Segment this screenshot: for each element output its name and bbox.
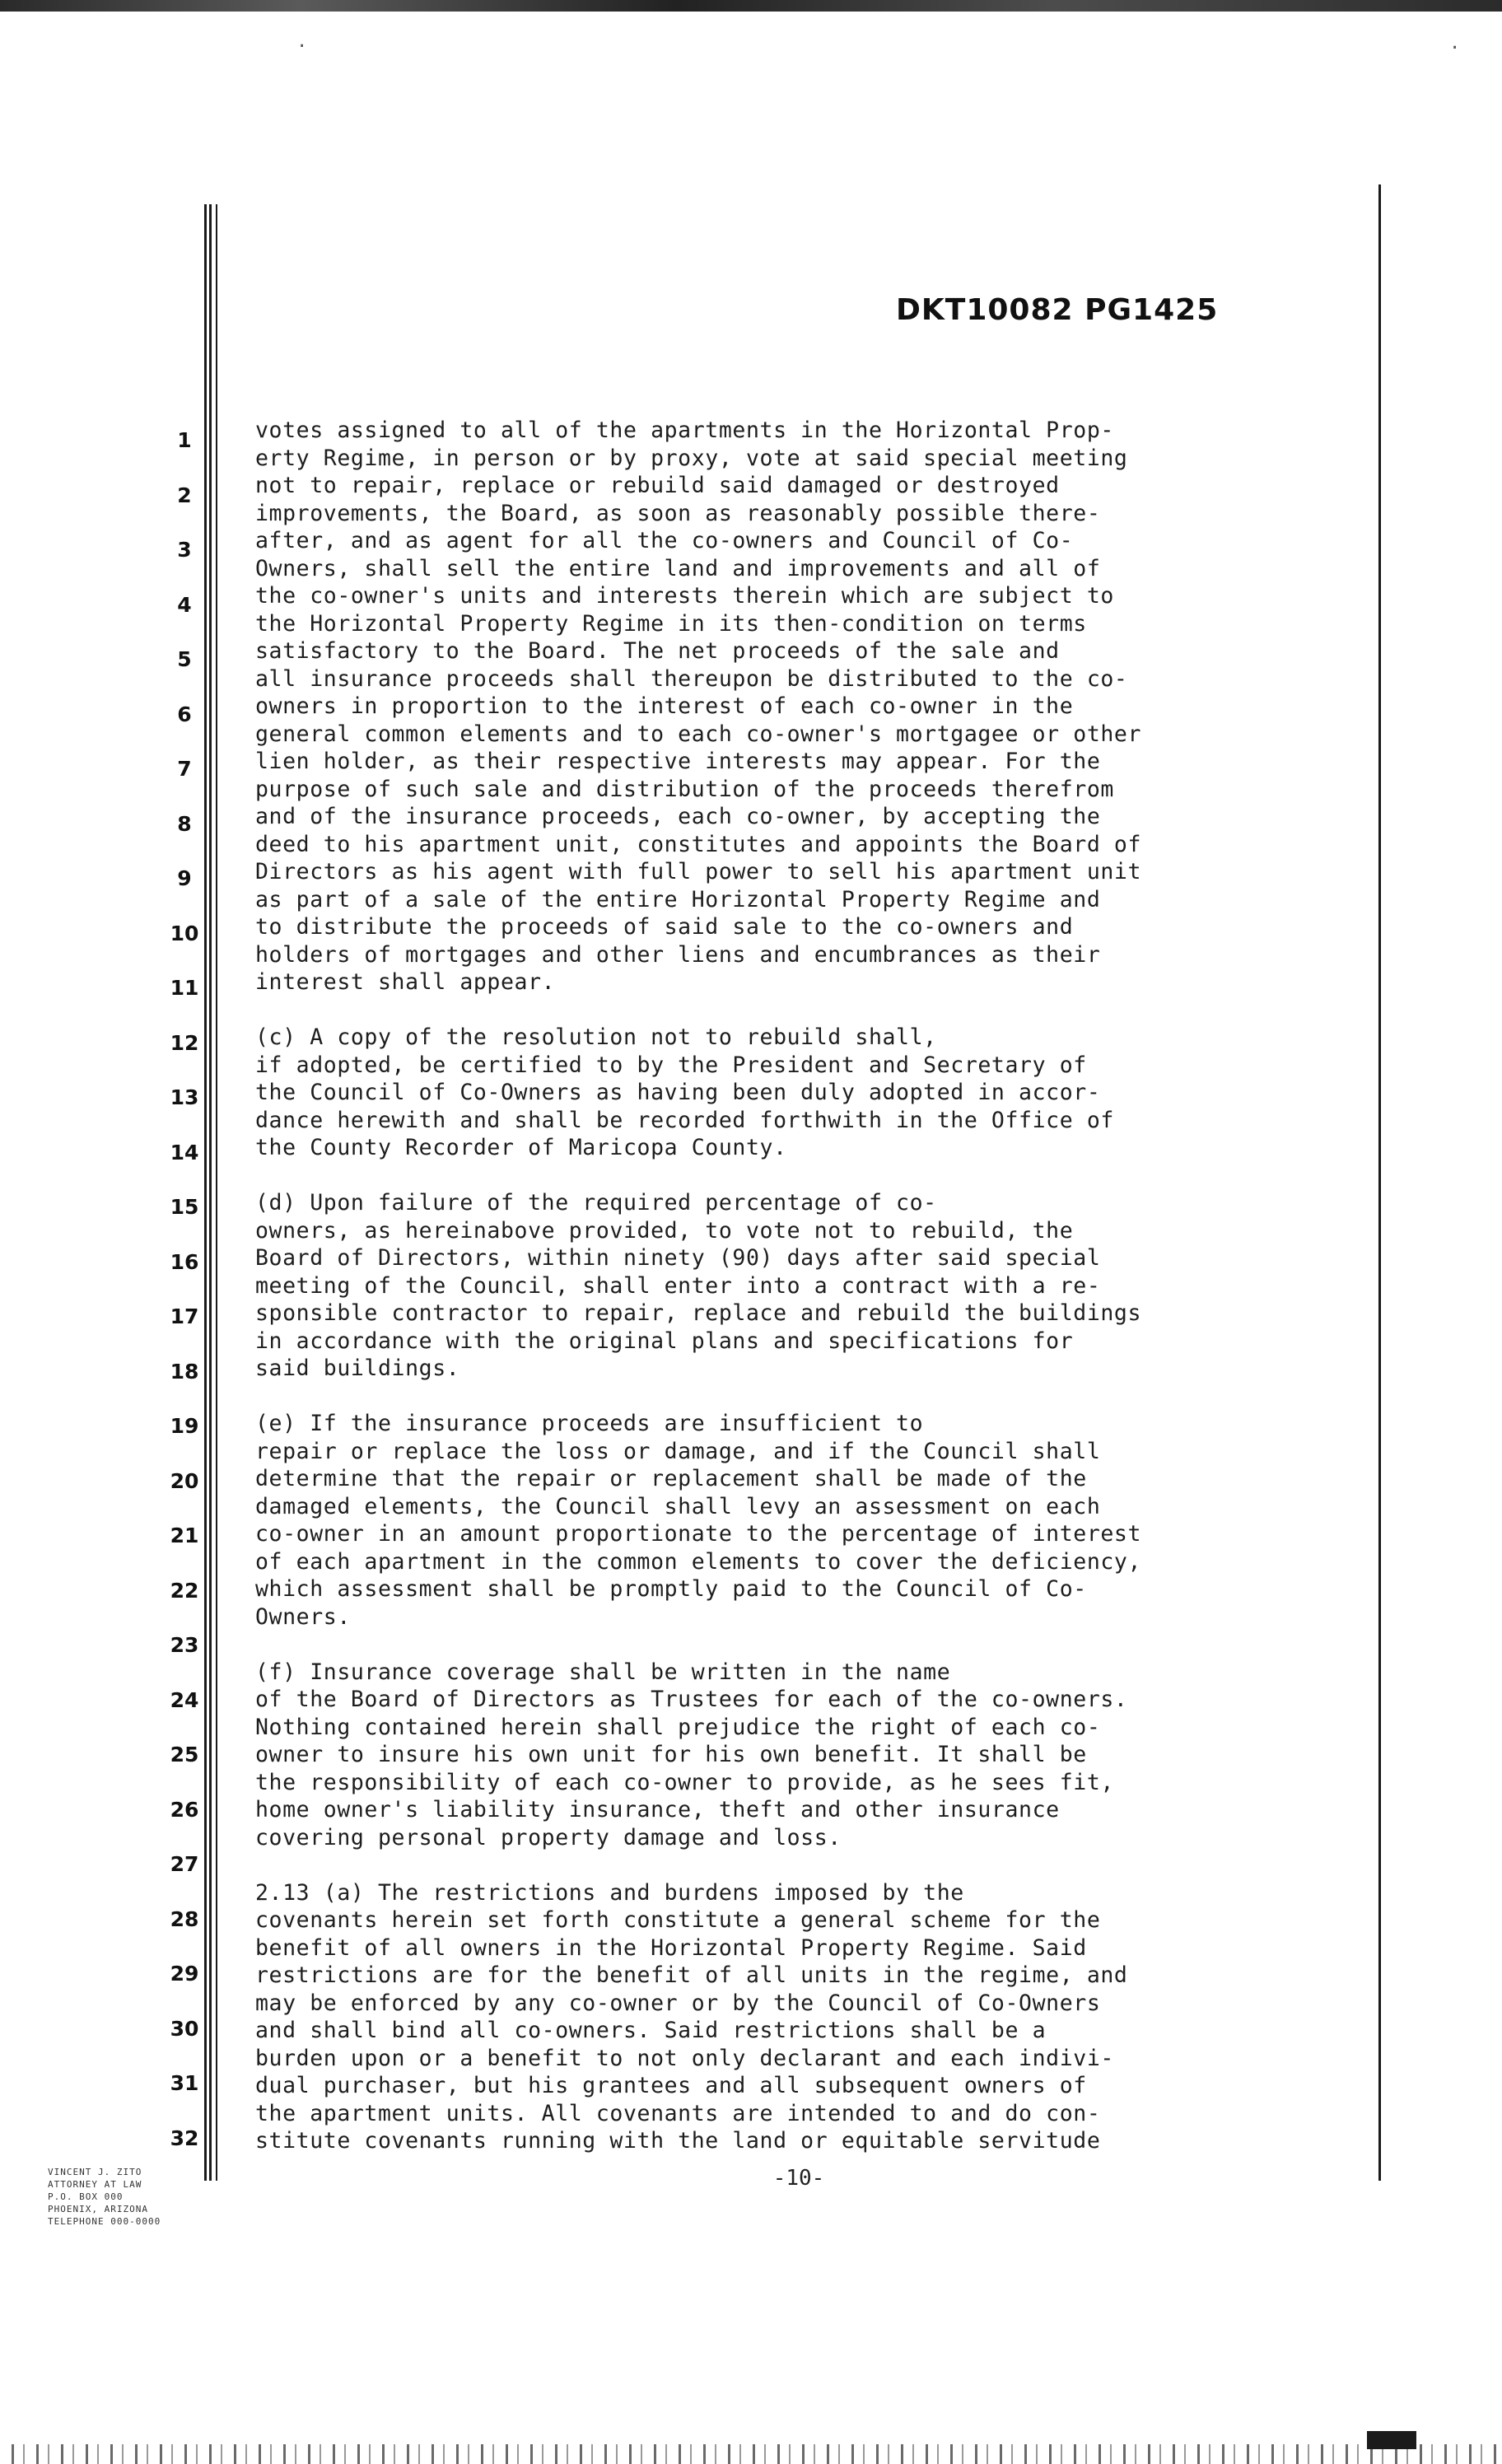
left-margin-rule [209, 204, 212, 2181]
body-line: as part of a sale of the entire Horizontal Property Regime and [255, 886, 1101, 912]
paragraph-gap [255, 996, 1385, 1024]
line-number: 19 [170, 1414, 199, 1438]
body-line: Directors as his agent with full power to sell his apartment unit [255, 859, 1142, 884]
body-line: and shall bind all co-owners. Said restrictions shall be a [255, 2018, 1047, 2043]
body-line: (d) Upon failure of the required percentage of co- [255, 1190, 937, 1216]
paragraph-gap [255, 1383, 1385, 1411]
body-line: covering personal property damage and loss. [255, 1824, 842, 1850]
body-line: holders of mortgages and other liens and encumbrances as their [255, 941, 1101, 968]
body-line: restrictions are for the benefit of all units in the regime, and [255, 1962, 1128, 1988]
body-line: which assessment shall be promptly paid to the Council of Co- [255, 1576, 1087, 1602]
body-line: owners, as hereinabove provided, to vote not to rebuild, the [255, 1217, 1074, 1244]
line-number: 30 [170, 2016, 199, 2041]
paragraph-gap [255, 1851, 1385, 1879]
body-line: (c) A copy of the resolution not to rebuild shall, [255, 1024, 937, 1050]
body-line: damaged elements, the Council shall levy an assessment on each [255, 1493, 1101, 1519]
line-number: 23 [170, 1633, 199, 1657]
body-line: Owners. [255, 1603, 351, 1630]
body-line: of each apartment in the common elements to cover the deficiency, [255, 1548, 1142, 1575]
line-number: 1 [177, 428, 192, 452]
body-line: general common elements and to each co-owner's mortgagee or other [255, 721, 1142, 747]
line-number: 6 [177, 702, 192, 726]
body-line: may be enforced by any co-owner or by the Council of Co-Owners [255, 1990, 1101, 2016]
body-line: said buildings. [255, 1356, 460, 1381]
body-line: the County Recorder of Maricopa County. [255, 1135, 787, 1160]
body-line: not to repair, replace or rebuild said damaged or destroyed [255, 473, 1060, 498]
scan-speck: · [296, 36, 308, 57]
body-line: (e) If the insurance proceeds are insufficient to [255, 1411, 924, 1436]
body-line: in accordance with the original plans and specifications for [255, 1328, 1074, 1354]
body-line: after, and as agent for all the co-owners and Council of Co- [255, 528, 1074, 553]
line-number: 18 [170, 1359, 199, 1384]
line-number: 26 [170, 1797, 199, 1822]
line-number: 8 [177, 811, 192, 836]
line-number: 32 [170, 2126, 199, 2150]
line-number: 4 [177, 592, 192, 617]
body-line: all insurance proceeds shall thereupon be distributed to the co- [255, 665, 1128, 692]
line-number: 28 [170, 1906, 199, 1931]
line-number: 14 [170, 1140, 199, 1164]
body-line: co-owner in an amount proportionate to the percentage of interest [255, 1521, 1142, 1547]
line-number: 11 [170, 976, 199, 1000]
body-line: purpose of such sale and distribution of the proceeds therefrom [255, 776, 1114, 802]
body-line: the co-owner's units and interests therein which are subject to [255, 583, 1114, 609]
body-line: owner to insure his own unit for his own benefit. It shall be [255, 1742, 1087, 1767]
body-line: and of the insurance proceeds, each co-owner, by accepting the [255, 804, 1101, 829]
stamp-line: VINCENT J. ZITO [48, 2167, 142, 2177]
line-number: 10 [170, 921, 199, 945]
body-line: dual purchaser, but his grantees and all subsequent owners of [255, 2073, 1087, 2098]
body-line: interest shall appear. [255, 969, 556, 995]
paragraph-gap [255, 1631, 1385, 1659]
line-number: 24 [170, 1687, 199, 1712]
body-line: benefit of all owners in the Horizontal Property Regime. Said [255, 1934, 1087, 1961]
body-line: sponsible contractor to repair, replace and rebuild the buildings [255, 1300, 1142, 1326]
body-line: votes assigned to all of the apartments in the Horizontal Prop- [255, 418, 1114, 443]
attorney-stamp [48, 2166, 237, 2228]
line-number: 13 [170, 1085, 199, 1109]
line-number: 5 [177, 647, 192, 671]
line-number: 7 [177, 757, 192, 781]
line-number: 25 [170, 1743, 199, 1766]
body-line: satisfactory to the Board. The net proceeds of the sale and [255, 638, 1060, 664]
line-number: 21 [170, 1524, 199, 1547]
body-line: of the Board of Directors as Trustees for each of the co-owners. [255, 1687, 1128, 1712]
body-line: home owner's liability insurance, theft and other insurance [255, 1797, 1060, 1822]
line-number: 15 [170, 1195, 199, 1219]
left-margin-rule [216, 204, 217, 2181]
body-line: 2.13 (a) The restrictions and burdens imposed by the [255, 1879, 964, 1906]
body-line: if adopted, be certified to by the President and Secretary of [255, 1052, 1087, 1078]
page-number: -10- [772, 2166, 825, 2191]
body-line: repair or replace the loss or damage, and if the Council shall [255, 1438, 1101, 1464]
body-line: Nothing contained herein shall prejudice the right of each co- [255, 1714, 1101, 1740]
line-number: 16 [170, 1249, 199, 1274]
line-number: 9 [177, 866, 192, 890]
line-number: 31 [170, 2071, 199, 2095]
body-line: to distribute the proceeds of said sale to the co-owners and [255, 914, 1074, 940]
body-line: Owners, shall sell the entire land and improvements and all of [255, 555, 1101, 581]
document-body [255, 417, 1385, 2155]
line-number: 29 [170, 1962, 199, 1986]
stamp-line: TELEPHONE 000-0000 [48, 2216, 161, 2227]
body-line: determine that the repair or replacement shall be made of the [255, 1466, 1087, 1491]
body-line: erty Regime, in person or by proxy, vote at said special meeting [255, 445, 1128, 471]
body-line: burden upon or a benefit to not only declarant and each indivi- [255, 2045, 1114, 2071]
body-line: stitute covenants running with the land or equitable servitude [255, 2128, 1101, 2154]
line-number: 17 [170, 1304, 199, 1328]
body-line: the Horizontal Property Regime in its then-condition on terms [255, 610, 1087, 637]
scan-mark [1367, 2431, 1416, 2449]
stamp-line: P.O. BOX 000 [48, 2191, 124, 2202]
paragraph-gap [255, 1162, 1385, 1190]
line-number: 2 [177, 483, 192, 507]
line-number: 12 [170, 1030, 199, 1055]
body-line: the Council of Co-Owners as having been duly adopted in accor- [255, 1080, 1101, 1105]
line-number: 27 [170, 1852, 199, 1876]
body-line: deed to his apartment unit, constitutes and appoints the Board of [255, 831, 1142, 857]
scan-top-edge [0, 0, 1502, 12]
body-line: improvements, the Board, as soon as reasonably possible there- [255, 500, 1101, 526]
body-line: the responsibility of each co-owner to provide, as he sees fit, [255, 1769, 1114, 1795]
body-line: the apartment units. All covenants are intended to and do con- [255, 2100, 1101, 2126]
body-line: (f) Insurance coverage shall be written in the name [255, 1659, 951, 1685]
stamp-line: ATTORNEY AT LAW [48, 2179, 142, 2190]
line-number: 20 [170, 1468, 199, 1493]
stamp-line: PHOENIX, ARIZONA [48, 2204, 148, 2214]
scan-speck: · [1449, 38, 1461, 58]
body-line: Board of Directors, within ninety (90) days after said special [255, 1245, 1101, 1271]
body-line: covenants herein set forth constitute a general scheme for the [255, 1907, 1101, 1933]
scan-bottom-edge [0, 2444, 1502, 2464]
body-line: owners in proportion to the interest of each co-owner in the [255, 693, 1074, 719]
line-number: 3 [177, 538, 192, 562]
body-line: lien holder, as their respective interests may appear. For the [255, 749, 1101, 774]
recording-number: DKT10082 PG1425 [896, 293, 1219, 327]
line-number: 22 [170, 1578, 199, 1603]
body-line: meeting of the Council, shall enter into a contract with a re- [255, 1272, 1101, 1299]
body-line: dance herewith and shall be recorded forthwith in the Office of [255, 1107, 1114, 1133]
